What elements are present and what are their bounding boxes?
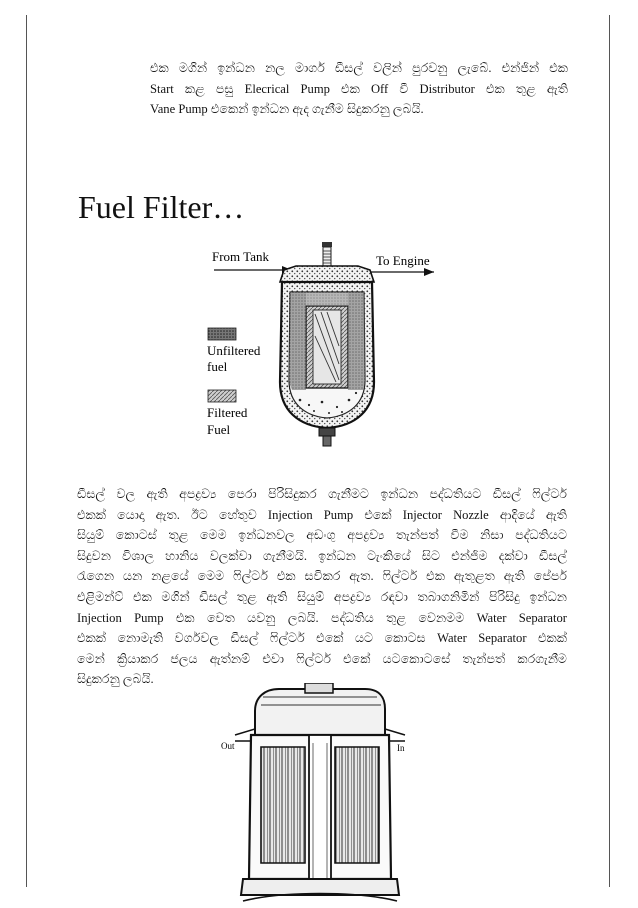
unfiltered-zone-top [306, 292, 348, 306]
fuel-filter-diagram-svg [196, 240, 444, 462]
center-tube [309, 735, 331, 885]
head-top-cap [305, 683, 333, 693]
out-port-label: Out [221, 741, 235, 751]
inlet-arrow [214, 266, 292, 274]
body-line: එළිමන්ට් එක මගින් ඩීසල් තුළ ඇති සියුම් අපද්‍රව්‍ය රඳවා තබාගනිමින් පිරිසිදු ඉන්ධන [77, 589, 567, 604]
section-heading: Fuel Filter… [78, 189, 245, 225]
body-line: සිදුවන විශාල හානිය වලක්වා ගැනීමයි. ඉන්ධන ටැංකියේ සිට එන්ජිම දක්වා ඩීසල් [77, 548, 567, 563]
body-line: සියුම් කොටස් තුළ මෙම ඉන්ධනවල අඩංගු අපද්‍රව්‍ය තැන්පත් වීම නිසා පද්ධතියට [77, 528, 567, 543]
filter-head [280, 266, 374, 282]
legend-filtered-swatch [208, 390, 236, 402]
intro-line: Vane Pump එකෙන් ඉන්ධන ඇද ගැනීම සිදුකරනු ලබයි. [150, 102, 424, 117]
to-engine-label: To Engine [376, 253, 430, 268]
body-line: Injection Pump එක වෙත යවනු ලබයි. පද්ධතිය තුළ වෙනමම Water Separator [77, 610, 567, 625]
unfiltered-zone-right [348, 292, 365, 390]
fuel-filter-diagram [196, 240, 444, 462]
from-tank-label: From Tank [212, 249, 269, 264]
outlet-arrow [371, 268, 434, 276]
body-paragraph [77, 484, 567, 690]
unfiltered-zone-left [289, 292, 306, 390]
intro-line: එක මගින් ඉන්ධන නල මාර්ග ඩීසල් වලින් පුරවනු ලැබේ. එන්ජින් එක [150, 61, 568, 75]
body-line: එකක් නොමැති වර්ගවල ඩීසල් ෆිල්ටර් එකේ යට කොටස Water Separator එකක් [77, 631, 567, 646]
intro-paragraph [150, 58, 568, 120]
legend-unfiltered-label: Unfiltered [207, 343, 261, 358]
in-port-label: In [397, 743, 405, 753]
filter-cutaway-drawing [213, 683, 425, 903]
body-line: රැගෙන යන නළයේ මෙම ෆිල්ටර් එක සවිකර ඇත. ෆිල්ටර් එක ඇතුළත ඇති පේපර් [77, 569, 567, 584]
page-border-left [26, 15, 27, 887]
legend-filtered-label: Filtered [207, 405, 248, 420]
legend-unfiltered-label: fuel [207, 359, 228, 374]
body-line: මෙන් ක්‍රියාකර ජලය ඇත්නම් එවා ෆිල්ටර් එකේ යටකොටසේ තැන්පත් කරගැනීම [77, 651, 567, 666]
body-line: එකක් යොදා ඇත. ඊට හේතුව Injection Pump එකේ Injector Nozzle ආදියේ ඇති [77, 507, 567, 522]
legend-unfiltered-swatch [208, 328, 236, 340]
filter-cutaway-svg [213, 683, 425, 903]
intro-line: Start කළ පසු Elecrical Pump එක Off වී Distributor එක තුළ ඇති [150, 81, 568, 96]
legend-filtered-label: Fuel [207, 422, 231, 437]
canister-bottom-ring [241, 879, 399, 895]
pleated-element-left [261, 747, 305, 863]
drain-plug [319, 428, 335, 446]
page-border-right [609, 15, 610, 887]
pleated-element-right [335, 747, 379, 863]
body-line: සිදුකරනු ලබයි. [77, 672, 154, 687]
body-line: ඩීසල් වල ඇති අපද්‍රව්‍ය පෙරා පිරිසිදුකර ගැනීමට ඉන්ධන පද්ධතියට ඩීසල් ෆිල්ටර් [77, 487, 567, 501]
filter-head-block [255, 689, 385, 735]
